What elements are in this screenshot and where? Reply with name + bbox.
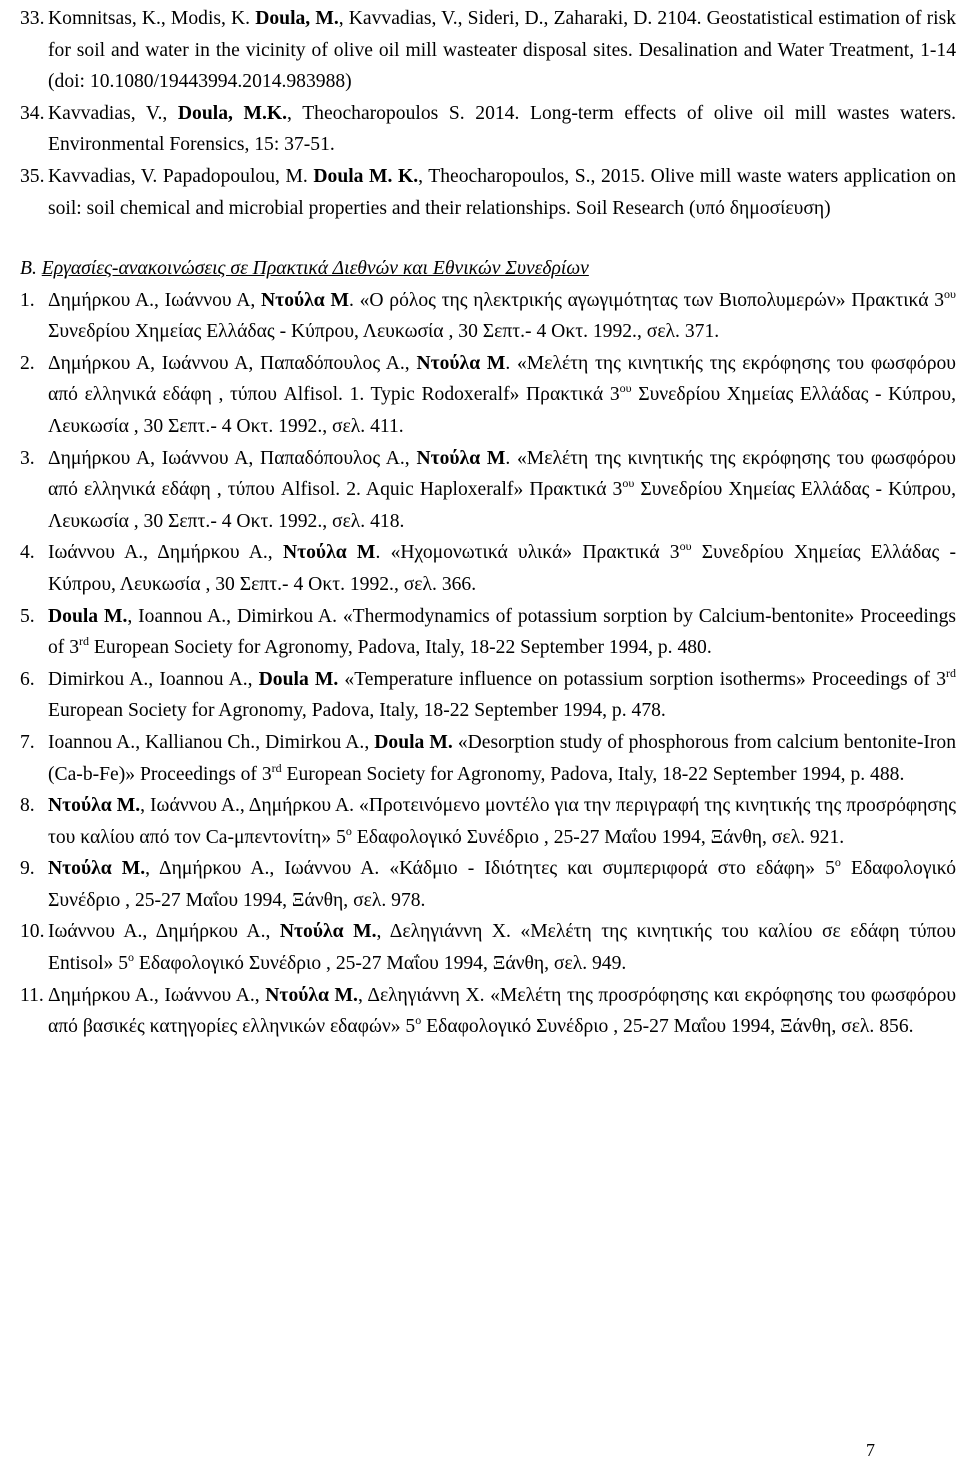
reference-text: Εδαφολογικό Συνέδριο , 25-27 Μαΐου 1994, Ξάνθη, σελ. 856.	[421, 1016, 914, 1038]
reference-number: 34.	[20, 102, 45, 124]
author-highlight: Ντούλα Μ	[416, 352, 506, 374]
reference-number: 35.	[20, 165, 45, 187]
reference-entry	[20, 348, 956, 443]
reference-text: Εδαφολογικό Συνέδριο , 25-27 Μαΐου 1994, Ξάνθη, σελ. 978.	[48, 858, 956, 911]
reference-text: , Δημήρκου Α., Ιωάννου Α. «Κάδμιο - Ιδιότητες και συμπεριφορά στο εδάφη» 5	[145, 858, 835, 880]
reference-text: Ιωάννου Α., Δημήρκου Α.,	[48, 921, 280, 943]
reference-entry	[20, 916, 956, 979]
ordinal-superscript: ο	[345, 823, 352, 838]
author-highlight: Doula M. K.	[313, 165, 419, 187]
reference-text: Kavvadias, V. Papadopoulou, M.	[48, 165, 314, 187]
reference-entry	[20, 980, 956, 1043]
section-heading	[20, 253, 956, 285]
reference-text: European Society for Agronomy, Padova, Italy, 18-22 September 1994, p. 488.	[281, 763, 905, 785]
reference-number: 11.	[20, 984, 44, 1006]
reference-text: , Δεληγιάννη Χ. «Μελέτη της προσρόφησης και εκρόφησης του φωσφόρου από βασικές κατηγορίες ελληνικών εδαφών» 5	[48, 984, 957, 1038]
ordinal-superscript: ου	[622, 476, 635, 491]
reference-text: Kavvadias, V.,	[48, 102, 178, 124]
reference-text: Δημήρκου Α, Ιωάννου Α, Παπαδόπουλος Α.,	[48, 352, 417, 374]
reference-text: Συνεδρίου Χημείας Ελλάδας - Κύπρου, Λευκωσία , 30 Σεπτ.- 4 Οκτ. 1992., σελ. 411.	[48, 384, 957, 437]
reference-text: Εδαφολογικό Συνέδριο , 25-27 Μαΐου 1994, Ξάνθη, σελ. 949.	[134, 953, 627, 975]
author-highlight: Doula, M.K.	[177, 102, 288, 124]
reference-text: . «Μελέτη της κινητικής της εκρόφησης του φωσφόρου από ελληνικά εδάφη , τύπου Alfisol. 2. Aquic Haploxeralf» Πρακτικά 3	[48, 447, 957, 501]
reference-text: Komnitsas, K., Modis, K.	[48, 8, 256, 29]
author-highlight: Doula, M.	[255, 8, 339, 29]
reference-number: 6.	[20, 668, 35, 690]
reference-text: . «Μελέτη της κινητικής της εκρόφησης του φωσφόρου από ελληνικά εδάφη , τύπου Alfisol. 1. Typic Rodoxeralf» Πρακτικά 3	[48, 352, 957, 406]
author-highlight: Doula M.	[258, 668, 339, 690]
author-highlight: Ντούλα Μ.	[279, 921, 377, 943]
section-prefix: Β.	[20, 258, 42, 279]
conference-list	[20, 285, 956, 1043]
section-title: Εργασίες-ανακοινώσεις σε Πρακτικά Διεθνών και Εθνικών Συνεδρίων	[41, 258, 589, 279]
reference-text: Εδαφολογικό Συνέδριο , 25-27 Μαΐου 1994, Ξάνθη, σελ. 921.	[351, 826, 845, 848]
reference-number: 4.	[20, 542, 35, 564]
reference-text: . «Ο ρόλος της ηλεκτρικής αγωγιμότητας των Βιοπολυμερών» Πρακτικά 3	[348, 289, 945, 311]
reference-text: Συνεδρίου Χημείας Ελλάδας - Κύπρου, Λευκωσία , 30 Σεπτ.- 4 Οκτ. 1992., σελ. 418.	[48, 479, 956, 532]
reference-entry	[20, 601, 956, 664]
reference-entry	[20, 98, 956, 161]
conference-section	[20, 253, 956, 1043]
reference-number: 33.	[20, 8, 45, 29]
reference-text: Συνεδρίου Χημείας Ελλάδας - Κύπρου, Λευκωσία , 30 Σεπτ.- 4 Οκτ. 1992., σελ. 366.	[48, 542, 957, 595]
reference-text: Ioannou A., Kallianou Ch., Dimirkou A.,	[48, 731, 375, 753]
reference-text: , Ioannou A., Dimirkou A. «Thermodynamics of potassium sorption by Calcium-bentonite» Proceedings of 3	[48, 605, 956, 659]
reference-number: 5.	[20, 605, 35, 627]
ordinal-superscript: ου	[944, 286, 956, 301]
reference-text: , Δεληγιάννη Χ. «Μελέτη της κινητικής του καλίου σε εδάφη τύπου Entisol» 5	[48, 921, 957, 975]
reference-text: Dimirkou A., Ioannou A.,	[48, 668, 259, 690]
reference-entry	[20, 443, 956, 538]
reference-entry	[20, 285, 956, 348]
author-highlight: Doula M.	[374, 731, 453, 753]
reference-text: «Temperature influence on potassium sorption isotherms» Proceedings of 3	[338, 668, 946, 690]
ordinal-superscript: rd	[79, 634, 90, 649]
reference-text: , Kavvadias, V., Sideri, D., Zaharaki, D. 2104. Geostatistical estimation of risk for soil and water in the vicinity of olive oil mill wasteater disposal sites. Desalination and Water Treatment, 1-14 (doi: 10.1080/19443994.2014.983988)	[48, 8, 957, 93]
reference-text: Δημήρκου Α., Ιωάννου Α,	[48, 289, 262, 311]
reference-text: Δημήρκου Α., Ιωάννου Α.,	[48, 984, 266, 1006]
ordinal-superscript: ου	[619, 381, 632, 396]
reference-text: . «Ηχομονωτικά υλικά» Πρακτικά 3	[375, 542, 680, 564]
reference-text: , Ιωάννου Α., Δημήρκου Α. «Προτεινόμενο μοντέλο για την περιγραφή της κινητικής της προσρόφησης του καλίου από τον Ca-μπεντονίτη» 5	[48, 795, 957, 848]
ordinal-superscript: ο	[415, 1013, 422, 1028]
reference-entry	[20, 790, 956, 853]
reference-number: 1.	[20, 289, 35, 311]
ordinal-superscript: rd	[271, 760, 282, 775]
reference-text: , Theocharopoulos, S., 2015. Olive mill waste waters application on soil: soil chemical and microbial properties and their relationships. Soil Research (υπό δημοσίευση)	[48, 165, 957, 219]
author-highlight: Ντούλα Μ	[261, 289, 349, 311]
reference-number: 9.	[20, 858, 35, 880]
author-highlight: Ντούλα Μ.	[265, 984, 358, 1006]
reference-text: European Society for Agronomy, Padova, Italy, 18-22 September 1994, p. 478.	[48, 700, 666, 722]
ordinal-superscript: ο	[128, 950, 135, 965]
reference-text: , Theocharopoulos S. 2014. Long-term effects of olive oil mill wastes waters. Environmental Forensics, 15: 37-51.	[48, 102, 956, 156]
reference-entry	[20, 727, 956, 790]
reference-entry	[20, 664, 956, 727]
author-highlight: Ντούλα Μ	[282, 542, 376, 564]
reference-entry	[20, 3, 956, 98]
reference-number: 8.	[20, 795, 35, 817]
reference-entry	[20, 537, 956, 600]
reference-text: Ιωάννου Α., Δημήρκου Α.,	[48, 542, 283, 564]
reference-entry	[20, 853, 956, 916]
reference-number: 10.	[20, 921, 45, 943]
reference-text: «Desorption study of phosphorous from calcium bentonite-Iron (Ca-b-Fe)» Proceedings of 3	[48, 731, 956, 785]
author-highlight: Doula M.	[48, 605, 128, 627]
reference-number: 7.	[20, 731, 35, 753]
journal-references	[20, 3, 956, 224]
reference-text: Δημήρκου Α, Ιωάννου Α, Παπαδόπουλος Α.,	[48, 447, 417, 469]
ordinal-superscript: rd	[946, 665, 956, 680]
page-number: 7	[866, 1440, 875, 1460]
reference-number: 3.	[20, 447, 35, 469]
reference-number: 2.	[20, 352, 35, 374]
reference-entry	[20, 161, 956, 224]
reference-text: Συνεδρίου Χημείας Ελλάδας - Κύπρου, Λευκωσία , 30 Σεπτ.- 4 Οκτ. 1992., σελ. 371.	[48, 321, 720, 343]
author-highlight: Ντούλα Μ.	[48, 858, 146, 880]
author-highlight: Ντούλα Μ	[416, 447, 506, 469]
reference-text: European Society for Agronomy, Padova, Italy, 18-22 September 1994, p. 480.	[89, 637, 712, 659]
author-highlight: Ντούλα Μ.	[48, 795, 141, 817]
ordinal-superscript: ο	[834, 855, 841, 870]
ordinal-superscript: ου	[679, 539, 692, 554]
